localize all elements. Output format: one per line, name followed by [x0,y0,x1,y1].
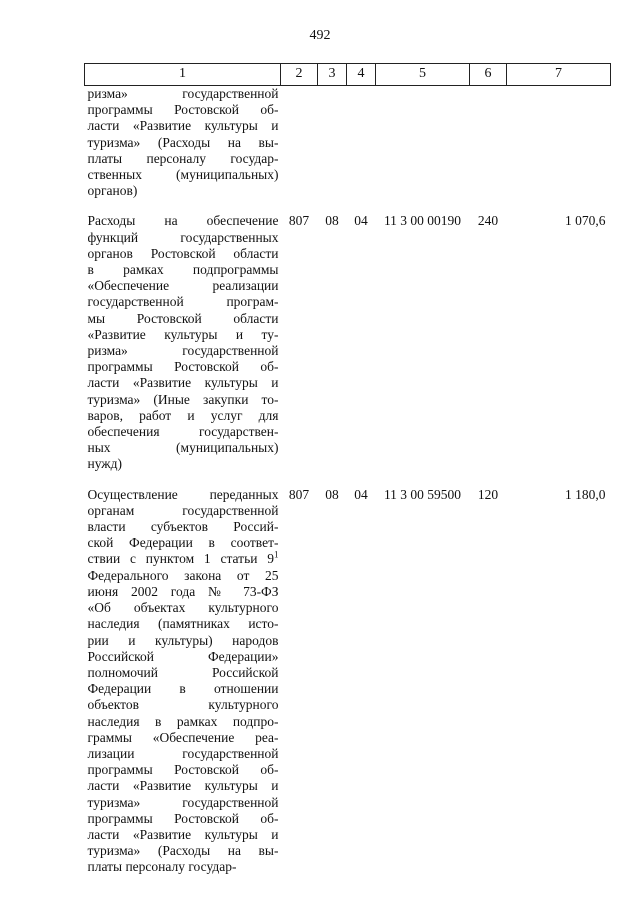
row-description [85,487,281,876]
ministry-code: 807 [288,213,310,229]
target-item-code: 11 3 00 59500 [383,486,462,502]
description-line: ласти «Развитие культуры и [87,118,279,134]
description-line: Осуществление переданных [87,486,279,502]
row-description [85,213,281,472]
description-line: «Развитие культуры и ту- [87,326,279,342]
description-line: программы Ростовской об- [87,810,279,826]
description-line: туризма» государственной [87,794,279,810]
description-line: рии и культуры) народов [87,632,279,648]
description-line: граммы «Обеспечение реа- [87,729,279,745]
table-header-row [85,64,611,86]
section-code: 08 [325,486,339,502]
description-line: нужд) [87,456,122,472]
description-line: Российской Федерации» [87,648,279,664]
column-header-3: 3 [318,64,347,86]
expense-type-code: 120 [477,486,499,502]
column-header-5: 5 [376,64,470,86]
column-header-7: 7 [507,64,611,86]
description-line: ствии с пунктом 1 статьи $9^1$ [87,549,279,567]
description-line: «Об объектах культурного [87,600,279,616]
expense-type-code: 240 [477,213,499,229]
column-header-1: 1 [85,64,281,86]
subsection-code [347,86,376,200]
description-line: власти субъектов Россий- [87,519,279,535]
description-line: платы персоналу государ- [87,859,237,875]
description-line: Расходы на обеспечение [87,213,279,229]
description-line: Федерального закона от 25 [87,567,279,583]
description-line: ской Федерации в соответ- [87,535,279,551]
column-header-4: 4 [347,64,376,86]
description-line: ризма» государственной [87,343,279,359]
description-line: туризма» (Расходы на вы- [87,134,279,150]
description-line: туризма» (Расходы на вы- [87,843,279,859]
table-row [85,213,611,472]
description-line: лизации государственной [87,745,279,761]
budget-table [84,63,611,876]
description-line: программы Ростовской об- [87,102,279,118]
amount: 1 180,0 [565,486,606,502]
expense-type-code [470,86,507,200]
description-line: июня 2002 года № 73-ФЗ [87,583,279,599]
description-line: государственной програм- [87,294,279,310]
description-line: органов Ростовской области [87,245,279,261]
column-header-6: 6 [470,64,507,86]
description-line: наследия (памятниках исто- [87,616,279,632]
description-line: функций государственных [87,229,279,245]
description-line: полномочий Российской [87,664,279,680]
superscript: 1 [274,549,279,560]
description-line: в рамках подпрограммы [87,262,279,278]
ministry-code: 807 [288,486,310,502]
ministry-code [281,86,318,200]
amount: 1 070,6 [565,213,606,229]
description-line: программы Ростовской об- [87,359,279,375]
description-line: программы Ростовской об- [87,762,279,778]
description-line: ласти «Развитие культуры и [87,375,279,391]
description-line: мы Ростовской области [87,310,279,326]
table-row [85,86,611,200]
row-spacer [85,473,611,487]
subsection-code: 04 [354,486,368,502]
target-item-code: 11 3 00 00190 [383,213,462,229]
description-line: объектов культурного [87,697,279,713]
page-number: 492 [309,28,331,43]
description-line: туризма» (Иные закупки то- [87,391,279,407]
description-line: ных (муниципальных) [87,440,279,456]
description-line: варов, работ и услуг для [87,407,279,423]
row-description [85,86,281,200]
description-line: органов) [87,183,138,199]
row-spacer [85,199,611,213]
subsection-code: 04 [354,213,368,229]
description-line: Федерации в отношении [87,681,279,697]
description-line: «Обеспечение реализации [87,278,279,294]
target-item-code [376,86,470,200]
section-code [318,86,347,200]
description-line: ласти «Развитие культуры и [87,826,279,842]
description-line: ласти «Развитие культуры и [87,778,279,794]
description-line: обеспечения государствен- [87,424,279,440]
description-line: органам государственной [87,502,279,518]
table-row [85,487,611,876]
description-line: ризма» государственной [87,86,279,101]
table-body [85,86,611,876]
section-code: 08 [325,213,339,229]
description-line: платы персоналу государ- [87,150,279,166]
column-header-2: 2 [281,64,318,86]
amount [507,86,611,200]
description-line: ственных (муниципальных) [87,167,279,183]
description-line: наследия в рамках подпро- [87,713,279,729]
